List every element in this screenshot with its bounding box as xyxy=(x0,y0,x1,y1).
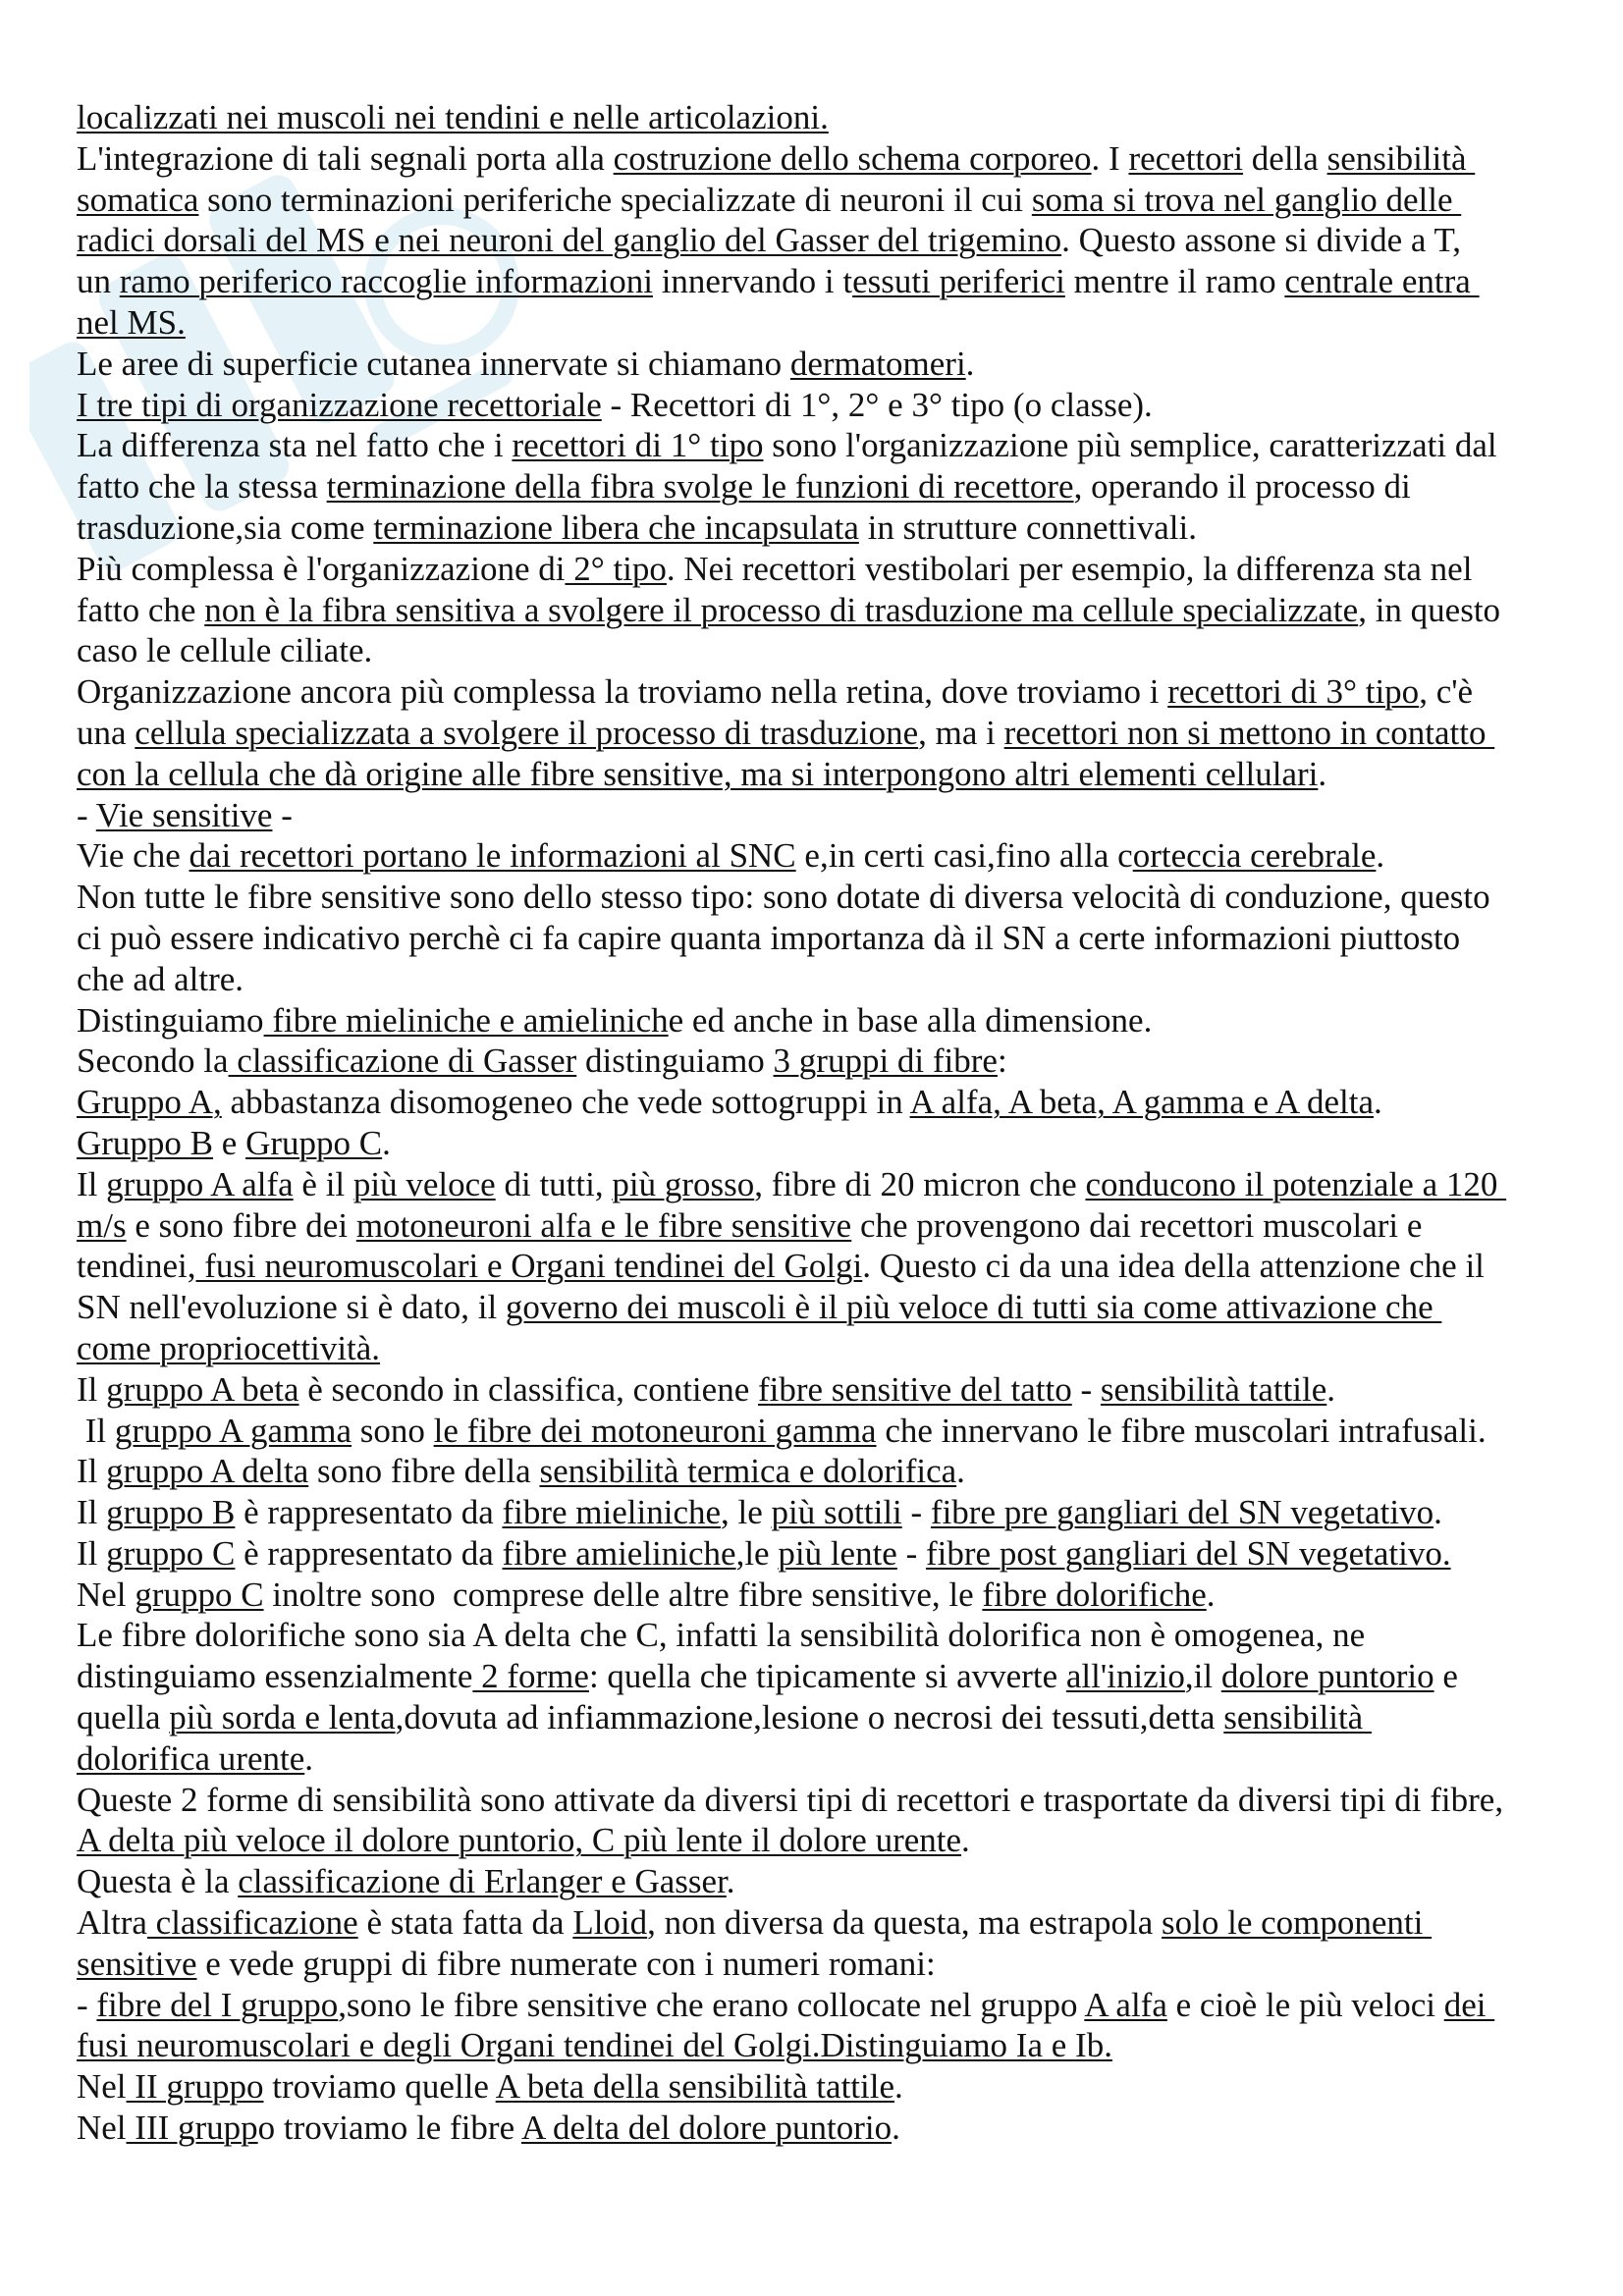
text-line xyxy=(77,1944,1589,1985)
text-segment: è il xyxy=(293,1164,353,1203)
text-segment: Il xyxy=(77,1493,107,1532)
text-line xyxy=(77,2025,1589,2066)
underlined-text: gruppo A alfa xyxy=(106,1164,294,1203)
underlined-text: fibre pre gangliari del SN vegetativo xyxy=(930,1493,1434,1532)
text-segment: . xyxy=(382,1123,391,1162)
underlined-text: gruppo B xyxy=(106,1493,236,1532)
text-segment: quella xyxy=(77,1698,170,1737)
text-line xyxy=(77,1041,1589,1082)
underlined-text: motoneuroni alfa e le fibre sensitive xyxy=(355,1205,852,1245)
underlined-text: dai recettori portano le informazioni al SNC xyxy=(189,836,796,876)
underlined-text: recettori xyxy=(1128,138,1244,178)
underlined-text: classificazione di Gasser xyxy=(228,1041,577,1081)
text-segment: ,sono le fibre sensitive che erano collocate nel gruppo xyxy=(338,1985,1085,2024)
text-line xyxy=(77,549,1589,590)
text-segment: ci può essere indicativo perchè ci fa capire quanta importanza dà il SN a certe informazioni piuttosto xyxy=(77,918,1461,957)
underlined-text: più lente xyxy=(778,1533,897,1573)
underlined-text: 2 forme xyxy=(472,1657,589,1696)
underlined-text: somatica xyxy=(77,180,199,219)
underlined-text: centrale entra xyxy=(1284,262,1480,301)
text-segment: trasduzione,sia come xyxy=(77,507,374,547)
underlined-text: non è la fibra sensitiva a svolgere il processo di trasduzione ma cellule specializzate xyxy=(204,590,1359,629)
text-line xyxy=(77,918,1589,959)
text-line xyxy=(77,344,1589,385)
text-line xyxy=(77,1123,1589,1164)
text-segment: è stata fatta da xyxy=(357,1903,573,1943)
underlined-text: Gruppo C xyxy=(245,1123,383,1162)
text-segment: Le aree di superficie cutanea innervate si chiamano xyxy=(77,344,790,383)
text-segment: sono xyxy=(351,1411,434,1450)
underlined-text: A alfa, A beta, A gamma e A delta xyxy=(909,1083,1374,1122)
underlined-text: fibre del I gruppo xyxy=(96,1985,339,2024)
underlined-text: cellula specializzata a svolgere il processo di trasduzione xyxy=(135,713,919,752)
text-segment: di tutti, xyxy=(495,1164,613,1203)
text-line xyxy=(77,507,1589,549)
text-line xyxy=(77,671,1589,713)
underlined-text: I tre tipi di organizzazione recettoriale xyxy=(77,385,602,424)
text-line xyxy=(77,1205,1589,1247)
text-segment: : xyxy=(997,1041,1007,1081)
text-line xyxy=(77,302,1589,344)
text-segment: Queste 2 forme di sensibilità sono attivate da diversi tipi di recettori e trasportate da diversi tipi di fibre, xyxy=(77,1780,1504,1819)
text-segment: e xyxy=(213,1123,246,1162)
text-segment: Altra xyxy=(77,1903,147,1943)
underlined-text: soma si trova nel ganglio delle xyxy=(1031,180,1462,219)
text-line xyxy=(77,1082,1589,1123)
underlined-text: fibre sensitive del tatto xyxy=(757,1369,1072,1409)
text-segment: è rappresentato da xyxy=(235,1533,503,1573)
text-segment: che ad altre. xyxy=(77,959,244,998)
text-line xyxy=(77,1287,1589,1328)
underlined-text: più veloce xyxy=(352,1164,496,1203)
text-segment: . xyxy=(1326,1369,1336,1409)
underlined-text: recettori non si mettono in contatto xyxy=(1003,713,1495,752)
text-segment: - xyxy=(272,795,293,834)
underlined-text: A delta del dolore puntorio xyxy=(520,2109,893,2148)
text-segment: Nel xyxy=(77,2109,127,2148)
text-segment: e cioè le più veloci xyxy=(1166,1985,1444,2024)
text-segment: Le fibre dolorifiche sono sia A delta che C, infatti la sensibilità dolorifica non è omogenea, ne xyxy=(77,1616,1366,1655)
underlined-text: classificazione di Erlanger e Gasser xyxy=(238,1862,727,1901)
underlined-text: Gruppo A, xyxy=(77,1083,222,1122)
text-segment: Nel xyxy=(77,2067,127,2107)
underlined-text: A delta più veloce il dolore puntorio, C più lente il dolore urente xyxy=(77,1821,962,1860)
text-segment: inoltre sono comprese delle altre fibre sensitive, le xyxy=(263,1575,983,1614)
underlined-text: come propriocettività. xyxy=(77,1328,381,1367)
text-line xyxy=(77,590,1589,631)
text-line xyxy=(77,1533,1589,1575)
text-line xyxy=(77,630,1589,671)
text-segment: sono fibre della xyxy=(308,1452,540,1491)
text-segment: - xyxy=(901,1493,931,1532)
text-segment: Organizzazione ancora più complessa la troviamo nella retina, dove troviamo i xyxy=(77,672,1168,712)
underlined-text: nel MS. xyxy=(77,302,186,342)
text-segment: . xyxy=(892,2109,900,2148)
text-line xyxy=(77,1246,1589,1287)
underlined-text: fibre dolorifiche xyxy=(982,1575,1207,1614)
underlined-text: sensibilità tattile xyxy=(1100,1369,1327,1409)
text-line xyxy=(77,1615,1589,1656)
text-line xyxy=(77,1780,1589,1821)
underlined-text: II gruppo xyxy=(126,2067,264,2107)
underlined-text: gruppo A delta xyxy=(106,1452,309,1491)
underlined-text: più grosso xyxy=(612,1164,755,1203)
underlined-text: orteccia cerebrale xyxy=(1132,836,1377,876)
text-line xyxy=(77,97,1589,138)
text-segment: . xyxy=(961,1821,970,1860)
underlined-text: sensibilità termica e dolorifica xyxy=(539,1452,957,1491)
underlined-text: 2° tipo xyxy=(565,549,667,588)
text-line xyxy=(77,1697,1589,1738)
text-line xyxy=(77,1369,1589,1411)
text-line xyxy=(77,425,1589,466)
text-segment: che innervano le fibre muscolari intrafusali. xyxy=(876,1411,1487,1450)
text-line xyxy=(77,138,1589,180)
text-line xyxy=(77,466,1589,507)
underlined-text: all'inizio xyxy=(1065,1657,1185,1696)
text-segment: , operando il processo di xyxy=(1073,467,1411,507)
text-segment: . xyxy=(965,344,975,383)
text-segment: ,le xyxy=(735,1533,779,1573)
text-segment: Il xyxy=(77,1452,107,1491)
text-segment: Nel xyxy=(77,1575,135,1614)
underlined-text: più sottili xyxy=(771,1493,902,1532)
underlined-text: A alfa xyxy=(1084,1985,1167,2024)
underlined-text: più sorda e lenta xyxy=(169,1698,396,1737)
text-line xyxy=(77,220,1589,261)
underlined-text: A beta della sensibilità tattile xyxy=(495,2067,894,2107)
underlined-text: gruppo C xyxy=(135,1575,264,1614)
underlined-text: ramo periferico raccoglie informazioni xyxy=(119,262,653,301)
text-segment: è secondo in classifica, contiene xyxy=(298,1369,758,1409)
text-segment: distinguiamo essenzialmente xyxy=(77,1657,473,1696)
text-segment: o troviamo le fibre xyxy=(257,2109,521,2148)
text-segment: Il xyxy=(77,1411,115,1450)
text-segment: . xyxy=(1376,836,1385,876)
underlined-text: fusi neuromuscolari e Organi tendinei del Golgi xyxy=(195,1247,863,1286)
underlined-text: fusi neuromuscolari e degli Organi tendinei del Golgi.Distinguiamo Ia e Ib. xyxy=(77,2026,1112,2065)
underlined-text: m/s xyxy=(77,1205,127,1245)
text-line xyxy=(77,1575,1589,1616)
text-line xyxy=(77,1985,1589,2026)
underlined-text: fibre mieliniche e amielinich xyxy=(263,1000,669,1040)
text-line xyxy=(77,795,1589,836)
text-segment: Il xyxy=(77,1164,107,1203)
text-line xyxy=(77,261,1589,302)
text-segment: - xyxy=(77,795,96,834)
underlined-text: classificazione xyxy=(146,1903,358,1943)
text-segment: Il xyxy=(77,1369,107,1409)
text-segment: : quella che tipicamente si avverte xyxy=(588,1657,1066,1696)
text-segment: Più complessa è l'organizzazione di xyxy=(77,549,566,588)
text-line xyxy=(77,959,1589,1000)
text-segment: tendinei, xyxy=(77,1247,196,1286)
underlined-text: le fibre dei motoneuroni gamma xyxy=(433,1411,877,1450)
text-segment: . xyxy=(1206,1575,1216,1614)
text-line xyxy=(77,713,1589,754)
text-segment: e ed anche in base alla dimensione. xyxy=(668,1000,1153,1040)
text-line xyxy=(77,1656,1589,1697)
text-segment: che provengono dai recettori muscolari e xyxy=(851,1205,1423,1245)
text-segment: . xyxy=(1318,754,1327,793)
text-line xyxy=(77,180,1589,221)
text-segment: e sono fibre dei xyxy=(126,1205,356,1245)
text-line xyxy=(77,1820,1589,1861)
text-segment: Distinguiamo xyxy=(77,1000,264,1040)
text-segment: troviamo quelle xyxy=(263,2067,496,2107)
text-segment: - xyxy=(1071,1369,1101,1409)
text-line xyxy=(77,1000,1589,1041)
text-line xyxy=(77,1451,1589,1492)
text-segment: una xyxy=(77,713,135,752)
text-segment: - Recettori di 1°, 2° e 3° tipo (o classe). xyxy=(601,385,1153,424)
text-line xyxy=(77,754,1589,795)
text-segment: Vie che xyxy=(77,836,189,876)
underlined-text: localizzati nei muscoli nei tendini e nelle articolazioni. xyxy=(77,98,829,136)
text-segment: L'integrazione di tali segnali porta alla xyxy=(77,138,614,178)
underlined-text: dolorifica urente xyxy=(77,1738,305,1778)
underlined-text: fibre mieliniche xyxy=(502,1493,722,1532)
underlined-text: solo le componenti xyxy=(1162,1903,1433,1943)
text-segment: . xyxy=(1373,1083,1382,1122)
underlined-text: governo dei muscoli è il più veloce di tutti sia come attivazione che xyxy=(505,1288,1442,1327)
document-body xyxy=(77,97,1589,2149)
text-segment: . Questo assone si divide a T, xyxy=(1061,221,1462,260)
text-line xyxy=(77,1492,1589,1533)
text-segment: . Nei recettori vestibolari per esempio, la differenza sta nel xyxy=(666,549,1473,588)
underlined-text: recettori di 3° tipo xyxy=(1167,672,1420,712)
underlined-text: III grupp xyxy=(126,2109,258,2148)
text-segment: Non tutte le fibre sensitive sono dello stesso tipo: sono dotate di diversa velocità di conduzione, questo xyxy=(77,878,1490,917)
text-line xyxy=(77,1738,1589,1780)
underlined-text: conducono il potenziale a 120 xyxy=(1085,1164,1507,1203)
text-segment: Secondo la xyxy=(77,1041,229,1081)
text-segment: e,in certi casi,fino alla c xyxy=(795,836,1133,876)
underlined-text: dei xyxy=(1443,1985,1495,2024)
text-line xyxy=(77,2108,1589,2149)
text-segment: mentre il ramo xyxy=(1064,262,1285,301)
text-segment: in strutture connettivali. xyxy=(858,507,1197,547)
text-segment: ,il xyxy=(1184,1657,1221,1696)
underlined-text: fibre post gangliari del SN vegetativo. xyxy=(926,1533,1451,1573)
text-segment: , non diversa da questa, ma estrapola xyxy=(647,1903,1163,1943)
underlined-text: costruzione dello schema corporeo xyxy=(613,138,1092,178)
underlined-text: Vie sensitive xyxy=(95,795,273,834)
text-segment: , le xyxy=(721,1493,772,1532)
underlined-text: dermatomeri xyxy=(789,344,966,383)
text-segment: sono terminazioni periferiche specializzate di neuroni il cui xyxy=(198,180,1032,219)
text-segment: - xyxy=(896,1533,926,1573)
text-segment: innervando i t xyxy=(652,262,853,301)
underlined-text: gruppo A beta xyxy=(106,1369,299,1409)
text-line xyxy=(77,385,1589,426)
underlined-text: terminazione libera che incapsulata xyxy=(373,507,859,547)
text-segment: della xyxy=(1243,138,1327,178)
underlined-text: 3 gruppi di fibre xyxy=(773,1041,998,1081)
underlined-text: sensitive xyxy=(77,1944,197,1983)
underlined-text: Lloid xyxy=(572,1903,648,1943)
text-segment: Questa è la xyxy=(77,1862,239,1901)
text-segment: . xyxy=(304,1738,314,1778)
text-segment: e xyxy=(1434,1657,1458,1696)
text-segment: . xyxy=(1434,1493,1442,1532)
text-line xyxy=(77,1902,1589,1944)
text-segment: La differenza sta nel fatto che i xyxy=(77,426,513,465)
text-segment: - xyxy=(77,1985,97,2024)
text-segment: fatto che xyxy=(77,590,205,629)
text-segment: . I xyxy=(1091,138,1129,178)
underlined-text: con la cellula che dà origine alle fibre sensitive, ma si interpongono altri elementi cellulari xyxy=(77,754,1319,793)
text-line xyxy=(77,877,1589,918)
underlined-text: terminazione della fibra svolge le funzioni di recettore xyxy=(326,467,1074,507)
text-segment: Il xyxy=(77,1533,107,1573)
underlined-text: radici dorsali del MS e nei neuroni del ganglio del Gasser del trigemino xyxy=(77,221,1062,260)
underlined-text: Gruppo B xyxy=(77,1123,214,1162)
text-line xyxy=(77,1328,1589,1369)
underlined-text: dolore puntorio xyxy=(1220,1657,1434,1696)
text-segment: sono l'organizzazione più semplice, caratterizzati dal xyxy=(763,426,1497,465)
underlined-text: essuti periferici xyxy=(852,262,1065,301)
text-segment: . xyxy=(726,1862,735,1901)
text-segment: SN nell'evoluzione si è dato, il xyxy=(77,1288,506,1327)
text-segment: , in questo xyxy=(1358,590,1501,629)
text-segment: abbastanza disomogeneo che vede sottogruppi in xyxy=(221,1083,910,1122)
text-segment: distinguiamo xyxy=(576,1041,774,1081)
text-segment: , c'è xyxy=(1419,672,1474,712)
text-line xyxy=(77,1164,1589,1205)
text-line xyxy=(77,2066,1589,2108)
underlined-text: recettori di 1° tipo xyxy=(512,426,764,465)
text-segment: . xyxy=(956,1452,965,1491)
text-line xyxy=(77,835,1589,877)
text-segment: un xyxy=(77,262,120,301)
underlined-text: gruppo A gamma xyxy=(114,1411,352,1450)
text-segment: ,dovuta ad infiammazione,lesione o necrosi dei tessuti,detta xyxy=(395,1698,1224,1737)
text-line xyxy=(77,1861,1589,1902)
text-segment: fatto che la stessa xyxy=(77,467,327,507)
text-segment: è rappresentato da xyxy=(235,1493,503,1532)
underlined-text: fibre amieliniche xyxy=(502,1533,736,1573)
text-segment: , ma i xyxy=(918,713,1004,752)
text-segment: . xyxy=(894,2067,903,2107)
text-line xyxy=(77,1411,1589,1452)
text-segment: e vede gruppi di fibre numerate con i numeri romani: xyxy=(196,1944,936,1983)
text-segment: . Questo ci da una idea della attenzione che il xyxy=(862,1247,1485,1286)
text-segment: , fibre di 20 micron che xyxy=(754,1164,1086,1203)
text-segment: caso le cellule ciliate. xyxy=(77,631,373,670)
underlined-text: gruppo C xyxy=(106,1533,236,1573)
underlined-text: sensibilità xyxy=(1223,1698,1372,1737)
underlined-text: sensibilità xyxy=(1326,138,1476,178)
